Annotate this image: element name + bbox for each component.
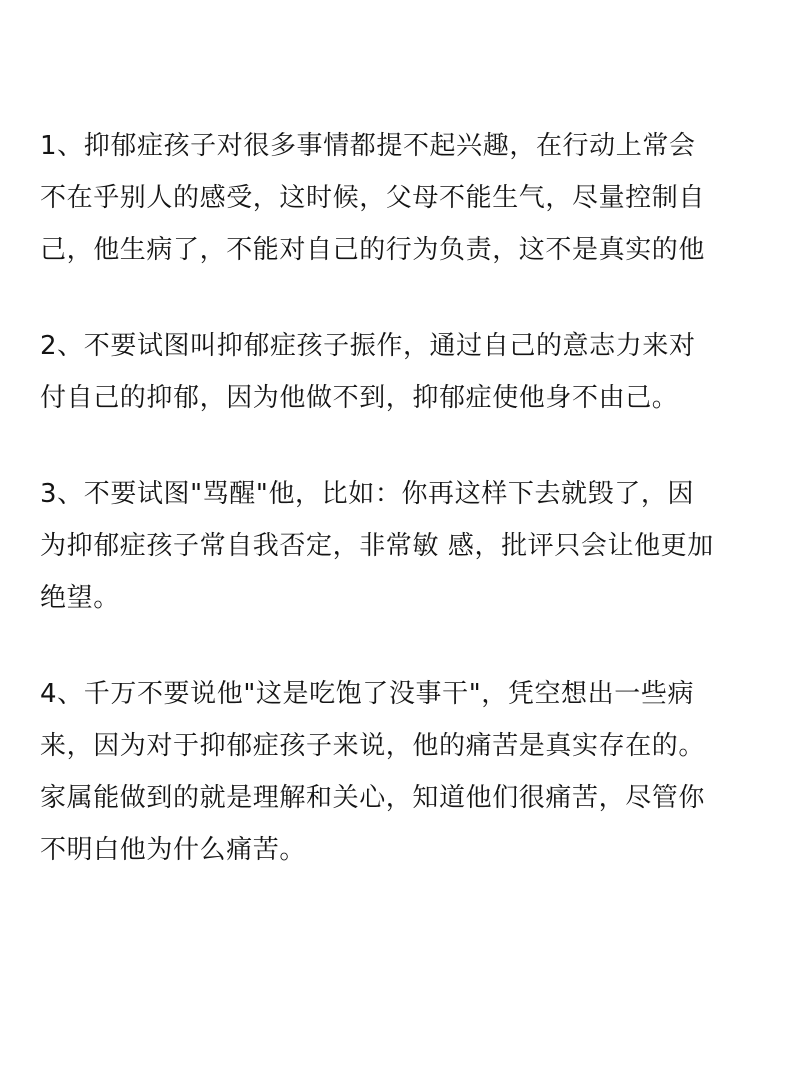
paragraph-line: 不明白他为什么痛苦。 [40, 835, 307, 865]
paragraph-line: 绝望。 [40, 583, 120, 613]
paragraph-2 [40, 320, 768, 424]
paragraph-line: 来，因为对于抑郁症孩子来说，他的痛苦是真实存在的。 [40, 731, 706, 761]
paragraph-line: 家属能做到的就是理解和关心，知道他们很痛苦，尽管你 [40, 783, 706, 813]
paragraph-3 [40, 468, 768, 624]
paragraph-1 [40, 120, 768, 276]
paragraph-line: 4、千万不要说他"这是吃饱了没事干"，凭空想出一些病 [40, 679, 695, 709]
paragraph-line: 为抑郁症孩子常自我否定，非常敏 感，批评只会让他更加 [40, 531, 714, 561]
paragraph-line: 不在乎别人的感受，这时候，父母不能生气，尽量控制自 [40, 183, 706, 213]
paragraph-line: 付自己的抑郁，因为他做不到，抑郁症使他身不由己。 [40, 383, 679, 413]
paragraph-line: 2、不要试图叫抑郁症孩子振作，通过自己的意志力来对 [40, 331, 696, 361]
paragraph-line: 3、不要试图"骂醒"他，比如：你再这样下去就毁了，因 [40, 479, 695, 509]
paragraph-line: 1、抑郁症孩子对很多事情都提不起兴趣，在行动上常会 [40, 131, 696, 161]
paragraph-line: 己，他生病了，不能对自己的行为负责，这不是真实的他 [40, 235, 706, 265]
paragraph-4 [40, 668, 768, 876]
